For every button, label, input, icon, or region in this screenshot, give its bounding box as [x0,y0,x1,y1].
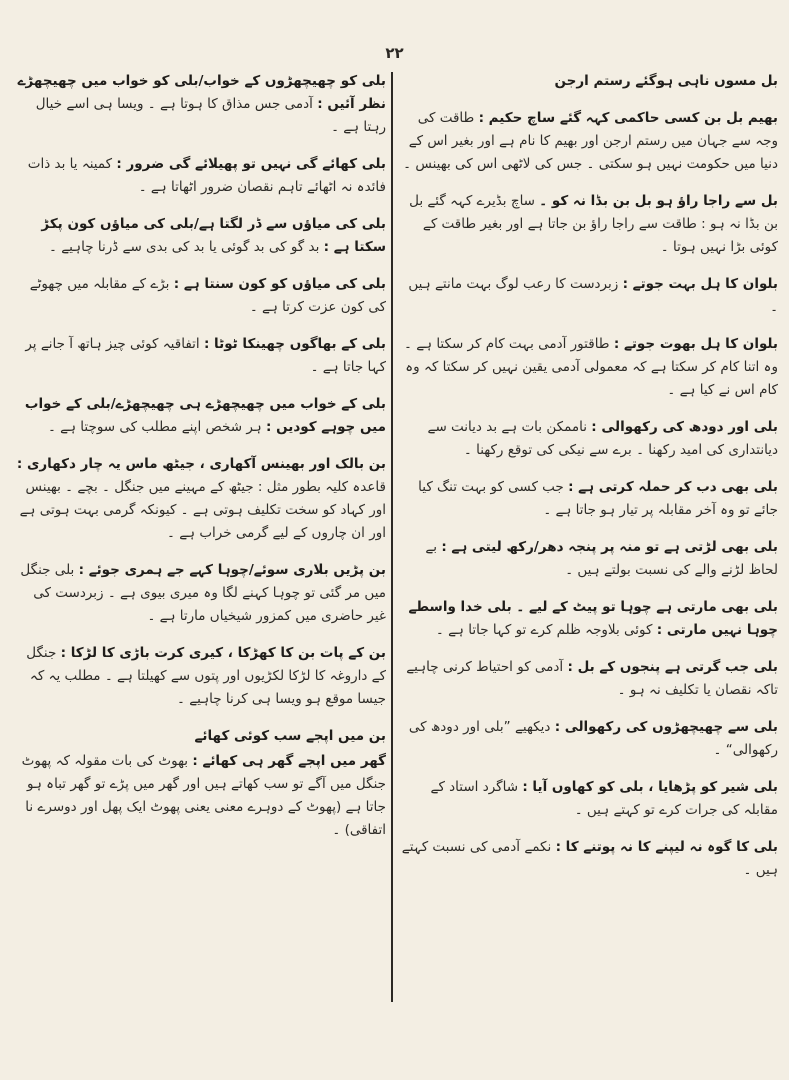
entry-meaning: بے لحاظ لڑنے والے کی نسبت بولتے ہیں ۔ [425,539,778,578]
entry-headword: بن بالک اور بھینس آکھاری ، جیٹھ ماس یہ چار دکھاری : [16,456,386,472]
dictionary-entry [16,725,386,748]
entry-meaning: کمینہ یا بد ذات فائدہ نہ اٹھائے تاہم نقصان ضرور اٹھاتا ہے ۔ [27,156,386,195]
page-number: ۲۲ [385,44,404,62]
dictionary-entry [400,656,778,702]
entry-meaning: شاگرد استاد کے مقابلہ کی جرات کرے تو کہتے ہیں ۔ [430,779,778,818]
left-column [16,70,386,1010]
entry-headword: بلی کے خواب میں چھیچھڑے ہی چھیچھڑے/بلی کے خواب میں چوہے کودیں : [24,396,386,435]
dictionary-entry [400,716,778,762]
dictionary-entry [400,596,778,642]
dictionary-entry [16,393,386,439]
dictionary-entry [16,333,386,379]
dictionary-entry [16,70,386,139]
dictionary-entry [400,776,778,822]
entry-headword: بلی کھائے گی نہیں تو پھیلائے گی ضرور : [116,156,386,172]
entry-headword: بلی بھی لڑتی ہے تو منہ پر پنجہ دھر/رکھ لیتی ہے : [441,539,778,555]
dictionary-entry [400,107,778,176]
dictionary-entry [16,750,386,842]
dictionary-entry [16,642,386,711]
entry-headword: بلی جب گرتی ہے پنجوں کے بل : [567,659,778,675]
entry-meaning: طاقت کی وجہ سے جہان میں رستم ارجن اور بھیم کا نام ہے اور بغیر اس کے دنیا میں حکومت نہیں ہو سکتی ۔ جس کی لاٹھی اس کی بھینس ۔ [403,110,778,172]
entry-meaning: آدمی کو احتیاط کرنی چاہیے تاکہ نقصان یا تکلیف نہ ہو ۔ [406,659,778,698]
entry-meaning: کوئی بلاوجہ ظلم کرے تو کہا جاتا ہے ۔ [435,622,653,638]
entry-headword: بل سے راجا راؤ ہو بل بن بڈا نہ کو ۔ [539,193,778,209]
entry-headword: بلی شیر کو پڑھایا ، بلی کو کھاوں آیا : [522,779,778,795]
entry-headword: گھر میں اپجے گھر ہی کھائے : [192,753,386,769]
entry-headword: بن پڑیں بلاری سوئے/چوہا کہے جے ہمری جوئے : [78,562,386,578]
entry-meaning: بلی جنگل میں مر گئی تو چوہا کہنے لگا وہ میری بیوی ہے ۔ زبردست کی غیر حاضری میں کمزور شیخیاں مارتا ہے ۔ [20,562,386,624]
entry-headword: بل مسوں ناہی ہوگئے رستم ارجن [554,73,778,89]
entry-headword: بن کے پات بن کا کھڑکا ، کیری کرت باڑی کا لڑکا : [60,645,386,661]
entry-headword: بلی بھی مارتی ہے چوہا تو پیٹ کے لیے ۔ بلی خدا واسطے چوہا نہیں مارتی : [408,599,778,638]
entry-headword: بلوان کا ہل بھوت جوتے : [613,336,778,352]
entry-meaning: آدمی جس مذاق کا ہوتا ہے ۔ ویسا ہی اسے خیال رہتا ہے ۔ [35,96,386,135]
entry-meaning: بڑے کے مقابلہ میں چھوٹے کی کون عزت کرتا ہے ۔ [29,276,386,315]
entry-headword: بلی کے بھاگوں چھینکا ٹوٹا : [203,336,386,352]
dictionary-entry [16,153,386,199]
entry-meaning: جب کسی کو بہت تنگ کیا جائے تو وہ آخر مقابلہ پر تیار ہو جاتا ہے ۔ [418,479,778,518]
entry-meaning: جنگل کے داروغہ کا لڑکا لکڑیوں اور پتوں سے کھیلتا ہے ۔ مطلب یہ کہ جیسا موقع ہو ویسا ہی کرنا چاہیے ۔ [26,645,386,707]
entry-meaning: ہر شخص اپنے مطلب کی سوچتا ہے ۔ [47,419,262,435]
dictionary-entry [16,453,386,545]
entry-headword: بلی سے چھیچھڑوں کی رکھوالی : [554,719,778,735]
dictionary-entry [400,273,778,319]
dictionary-entry [400,836,778,882]
dictionary-entry [400,536,778,582]
dictionary-entry [400,190,778,259]
entry-meaning: اتفاقیہ کوئی چیز ہاتھ آ جانے پر کہا جاتا ہے ۔ [25,336,386,375]
entry-meaning: طاقتور آدمی بہت کام کر سکتا ہے ۔ وہ اتنا کام کر سکتا ہے کہ معمولی آدمی یقین نہیں کر سکتا کہ وہ کام اس نے کیا ہے ۔ [404,336,778,398]
dictionary-entry [400,70,778,93]
entry-headword: بلی کی میاؤں سے ڈر لگتا ہے/بلی کی میاؤں کون پکڑ سکتا ہے : [41,216,386,255]
entry-headword: بلی کا گوہ نہ لیپنے کا نہ پوتنے کا : [555,839,778,855]
dictionary-entry [16,273,386,319]
dictionary-entry [400,333,778,402]
entry-meaning: زبردست کا رعب لوگ بہت مانتے ہیں ۔ [408,276,778,315]
entry-meaning: بھوٹ کی بات مقولہ کہ پھوٹ جنگل میں آگے تو سب کھاتے ہیں اور گھر میں پڑے تو گھر تباہ ہو جاتا ہے (پھوٹ کے دوہرے معنی یعنی پھوٹ ایک پھل اور دوسرے نا اتفاقی) ۔ [21,753,386,838]
entry-meaning: ناممکن بات ہے بد دیانت سے دیانتداری کی امید رکھنا ۔ برے سے نیکی کی توقع رکھنا ۔ [427,419,778,458]
entry-headword: بلی کو چھیچھڑوں کے خواب/بلی کو خواب میں چھیچھڑے نظر آئیں : [17,73,386,112]
dictionary-entry [400,416,778,462]
entry-meaning: قاعدہ کلیہ بطور مثل : جیٹھ کے مہینے میں جنگل ۔ بچے ۔ بھینس اور کہاد کو سخت تکلیف ہوتی ہے ۔ کیونکہ گرمی بہت ہوتی ہے اور ان چاروں کے لیے گرمی خراب ہے ۔ [19,479,386,541]
column-divider [391,72,393,1002]
right-column [400,70,778,1010]
entry-headword: بلوان کا ہل بہت جوتے : [622,276,778,292]
entry-meaning: دیکھیے ”بلی اور دودھ کی رکھوالی“ ۔ [408,719,778,758]
dictionary-entry [16,213,386,259]
dictionary-entry [16,559,386,628]
entry-meaning: ساچ بڈیرے کہہ گئے بل بن بڈا نہ ہو : طاقت سے راجا راؤ بن جاتا ہے اور بغیر طاقت کے کوئی بڑا نہیں ہوتا ۔ [409,193,778,255]
entry-headword: بن میں اپجے سب کوئی کھائے [194,728,386,744]
entry-headword: بلی کی میاؤں کو کون سنتا ہے : [173,276,386,292]
entry-meaning: نکمے آدمی کی نسبت کہتے ہیں ۔ [401,839,778,878]
entry-meaning: بد گو کی بد گوئی یا بد کی بدی سے ڈرنا چاہیے ۔ [49,239,320,255]
entry-headword: بلی اور دودھ کی رکھوالی : [591,419,778,435]
dictionary-entry [400,476,778,522]
entry-headword: بلی بھی دب کر حملہ کرتی ہے : [568,479,778,495]
entry-headword: بھیم بل بن کسی حاکمی کہہ گئے ساچ حکیم : [478,110,778,126]
